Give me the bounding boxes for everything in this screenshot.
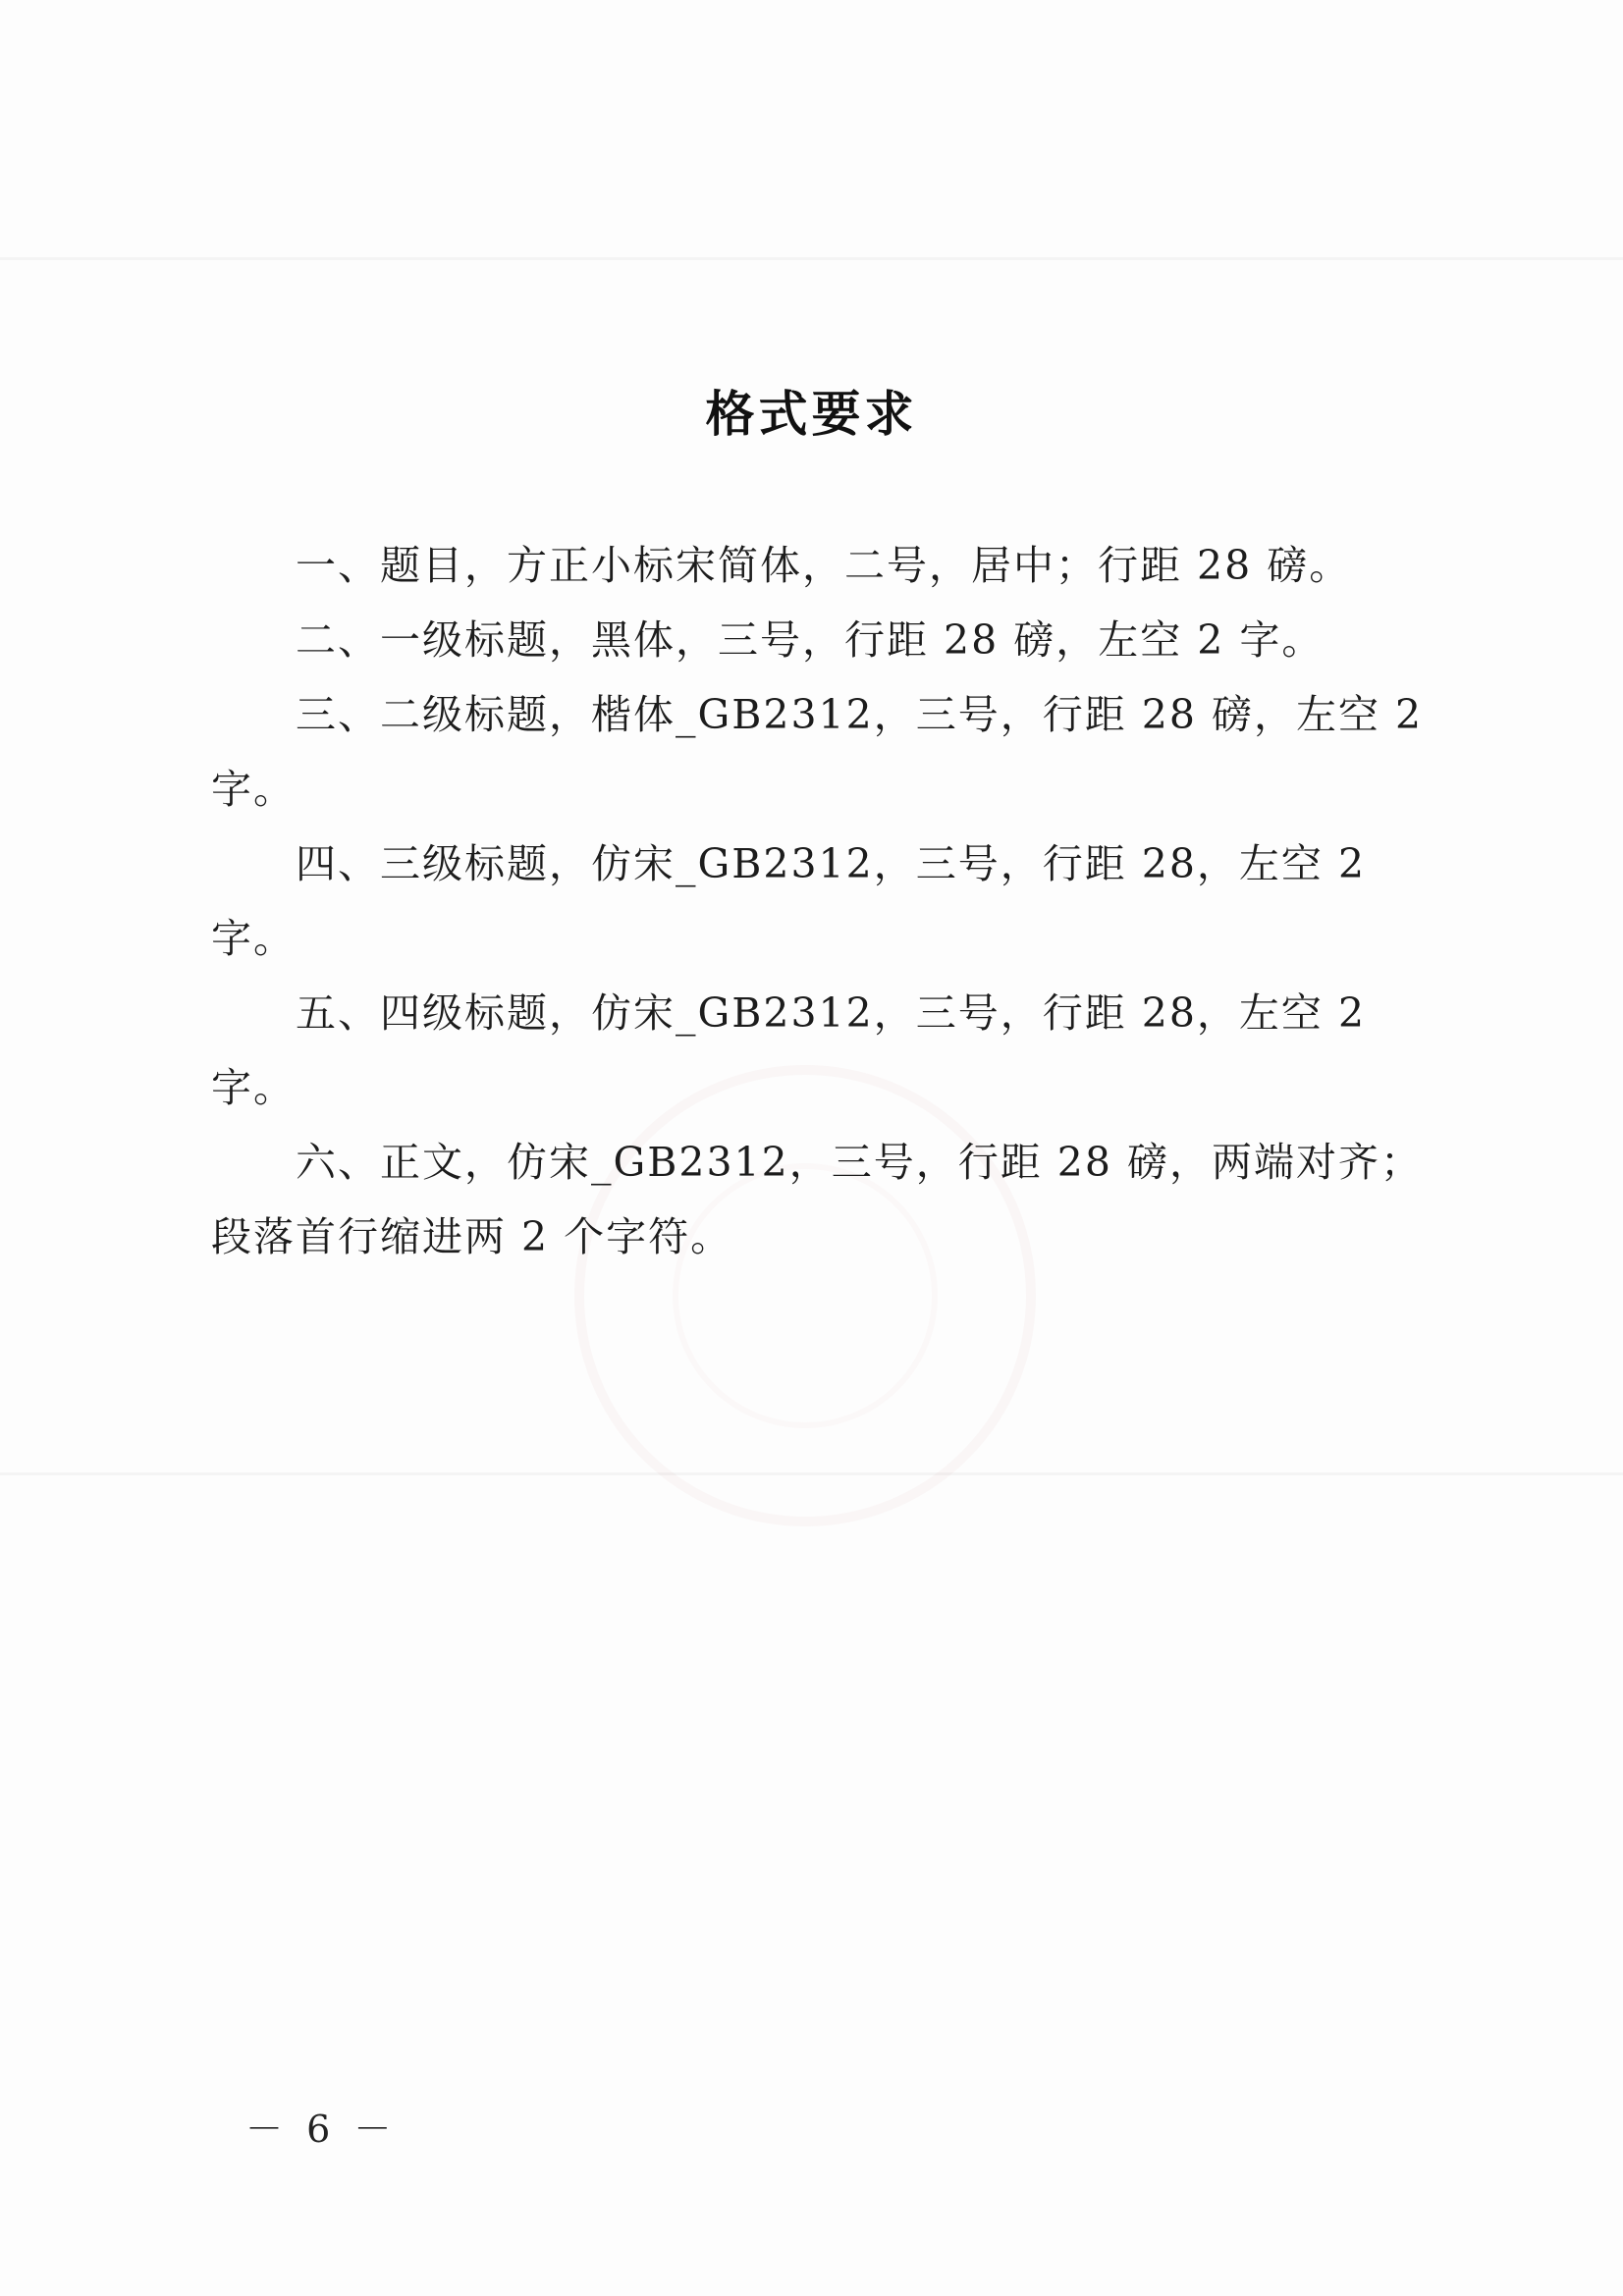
paragraph-3: 三、二级标题，楷体_GB2312，三号，行距 28 磅，左空 2 字。 bbox=[211, 691, 1424, 813]
scan-artifact bbox=[0, 257, 1623, 260]
page-title: 格式要求 bbox=[705, 385, 918, 443]
body-text bbox=[211, 528, 1429, 1274]
paragraph-1: 一、题目，方正小标宋简体，二号，居中；行距 28 磅。 bbox=[296, 542, 1352, 589]
page-number: － 6 － bbox=[245, 2108, 398, 2151]
paragraph-6: 六、正文，仿宋_GB2312，三号，行距 28 磅，两端对齐；段落首行缩进两 2 个字符。 bbox=[211, 1139, 1423, 1260]
paragraph-5: 五、四级标题，仿宋_GB2312，三号，行距 28，左空 2 字。 bbox=[211, 989, 1367, 1111]
paragraph-4: 四、三级标题，仿宋_GB2312，三号，行距 28，左空 2 字。 bbox=[211, 840, 1367, 962]
paragraph-2: 二、一级标题，黑体，三号，行距 28 磅，左空 2 字。 bbox=[296, 616, 1325, 664]
